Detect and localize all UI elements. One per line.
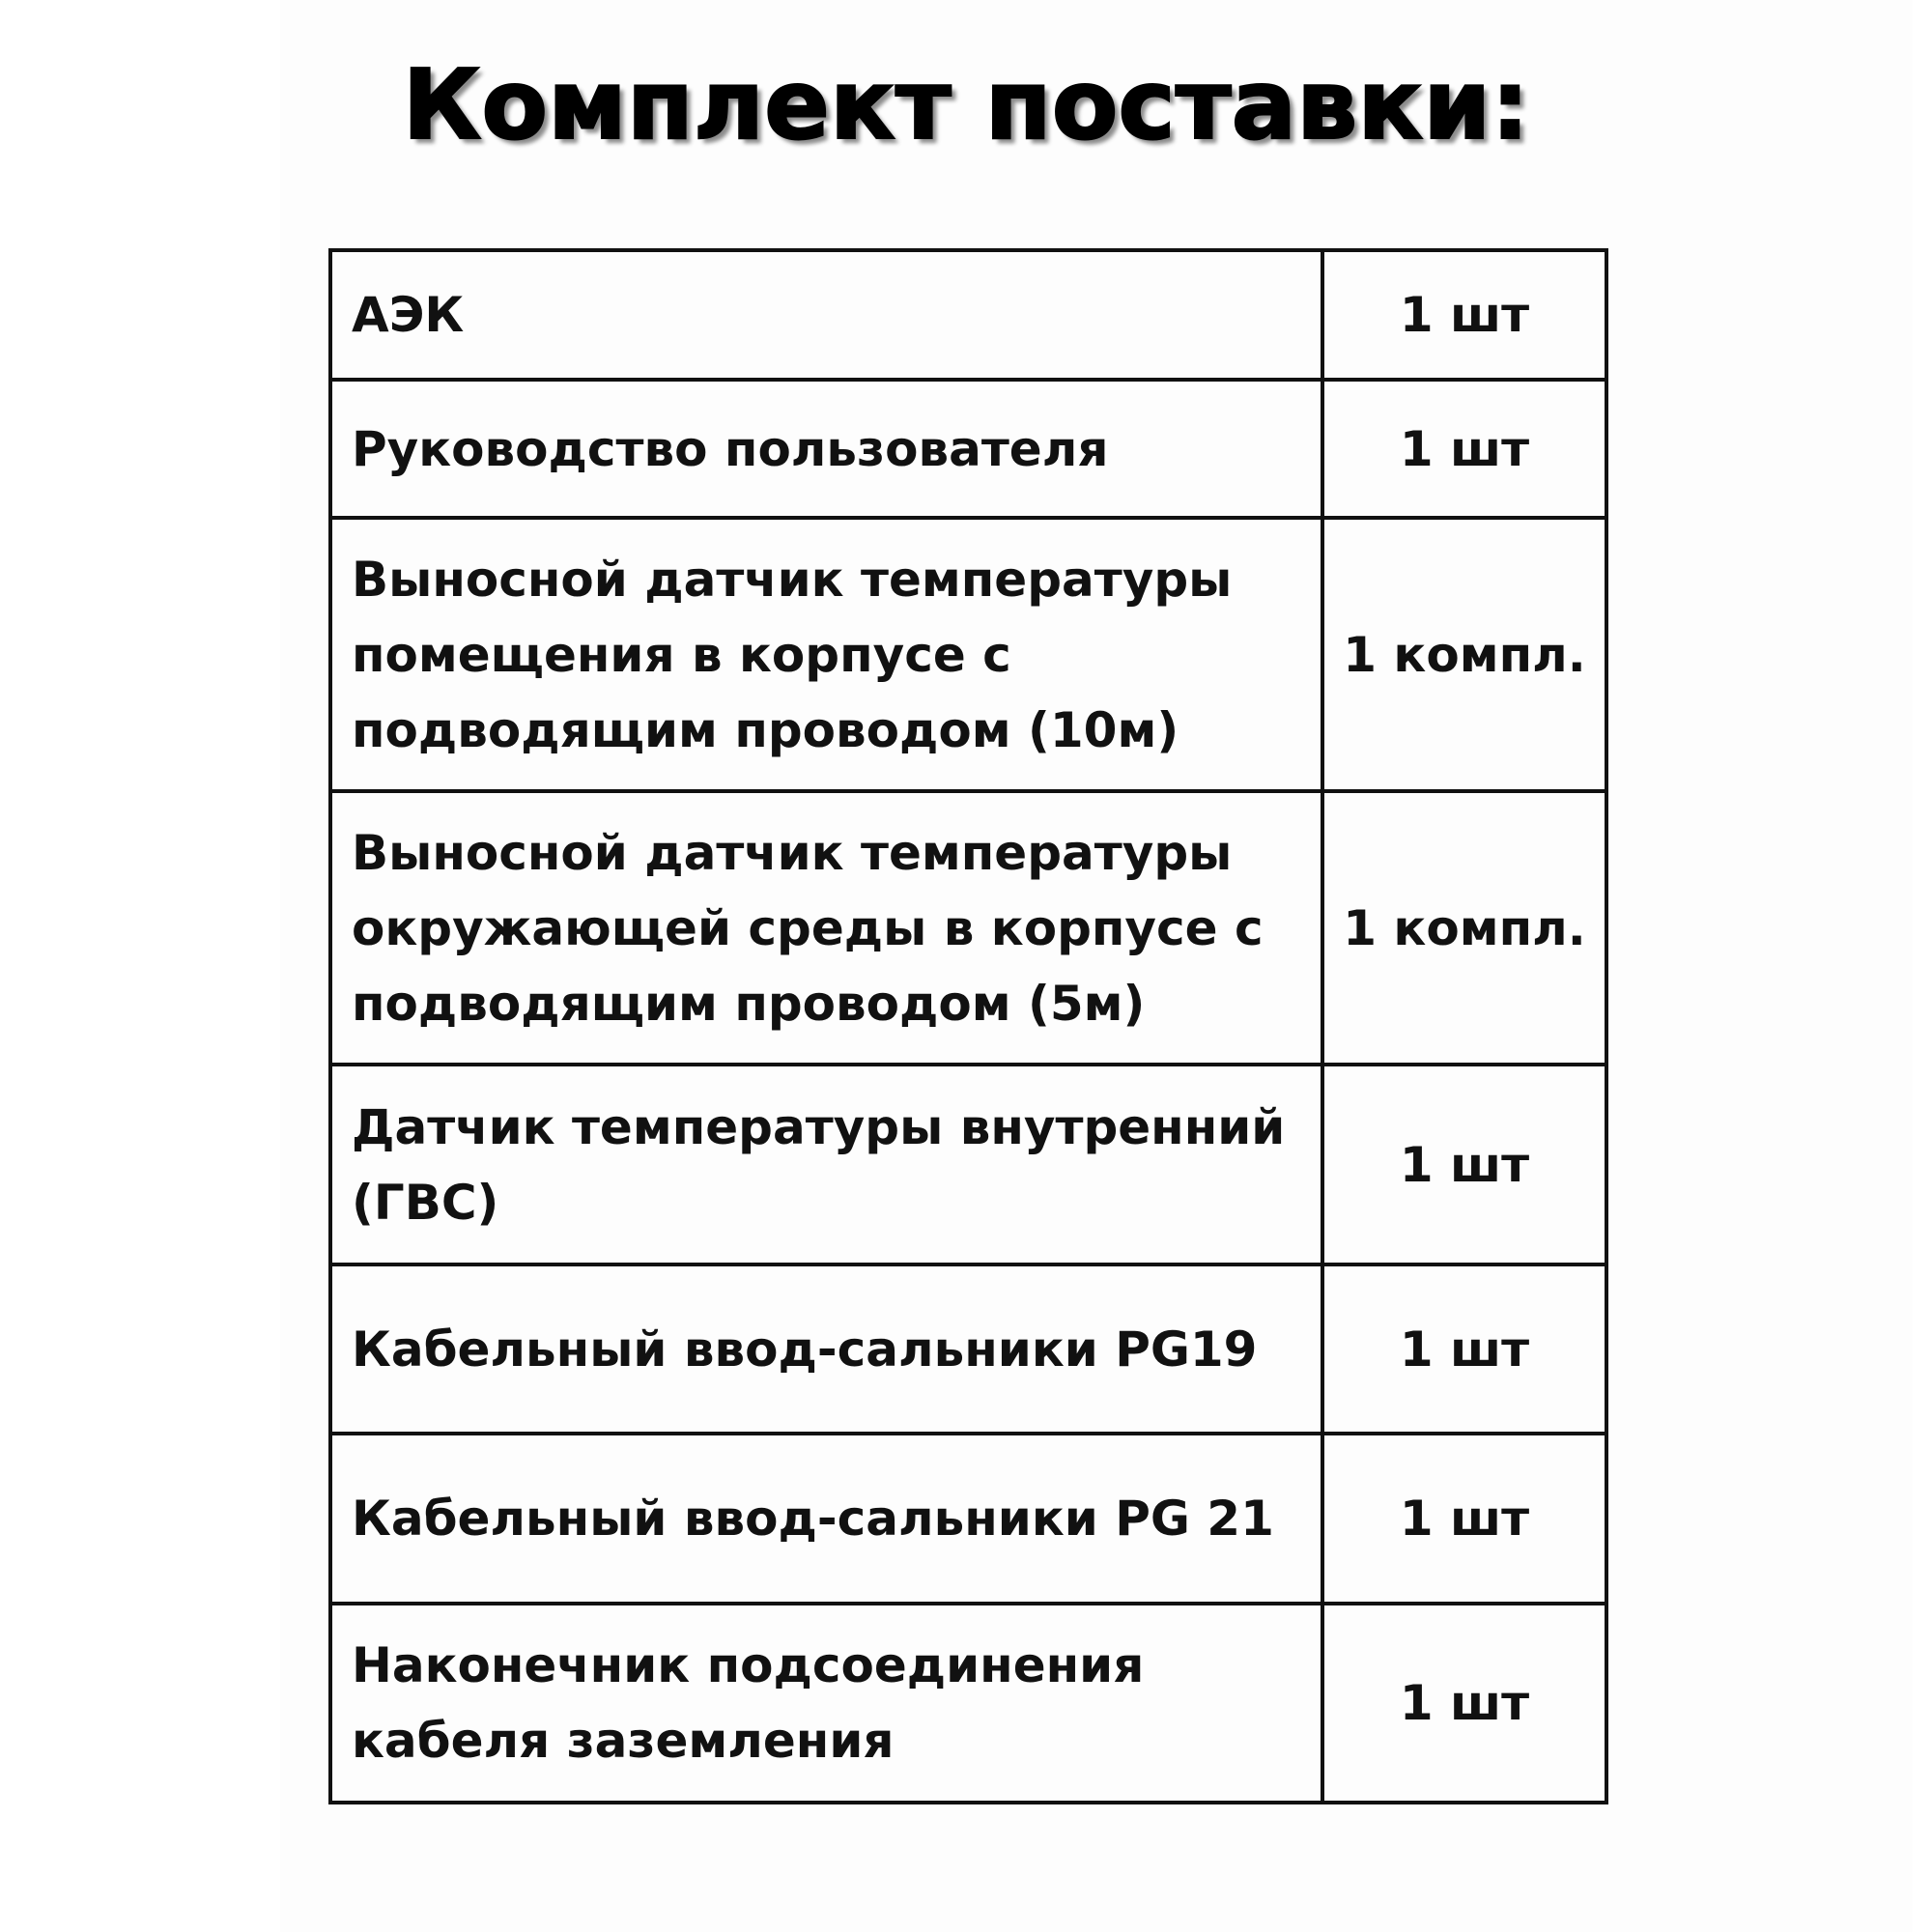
item-name: Датчик температуры внутренний (ГВС) [330, 1065, 1322, 1264]
table-row [330, 1065, 1606, 1264]
item-name: Кабельный ввод-сальники PG19 [330, 1264, 1322, 1434]
item-name: Выносной датчик температуры окружающей среды в корпусе с подводящим проводом (5м) [330, 791, 1322, 1065]
table-row [330, 518, 1606, 791]
item-quantity: 1 шт [1322, 380, 1606, 518]
page-title: Комплект поставки: [402, 48, 1530, 161]
table-row [330, 1604, 1606, 1803]
table-row [330, 250, 1606, 380]
item-name: Наконечник подсоединения кабеля заземления [330, 1604, 1322, 1803]
item-quantity: 1 компл. [1322, 518, 1606, 791]
item-name: Руководство пользователя [330, 380, 1322, 518]
item-quantity: 1 шт [1322, 1065, 1606, 1264]
table-row [330, 380, 1606, 518]
item-quantity: 1 шт [1322, 1434, 1606, 1604]
item-name: АЭК [330, 250, 1322, 380]
item-quantity: 1 шт [1322, 250, 1606, 380]
item-quantity: 1 шт [1322, 1604, 1606, 1803]
item-name: Кабельный ввод-сальники PG 21 [330, 1434, 1322, 1604]
item-quantity: 1 шт [1322, 1264, 1606, 1434]
table-row [330, 1264, 1606, 1434]
item-quantity: 1 компл. [1322, 791, 1606, 1065]
table-row [330, 791, 1606, 1065]
delivery-set-table [328, 248, 1608, 1804]
item-name: Выносной датчик температуры помещения в корпусе с подводящим проводом (10м) [330, 518, 1322, 791]
table-row [330, 1434, 1606, 1604]
